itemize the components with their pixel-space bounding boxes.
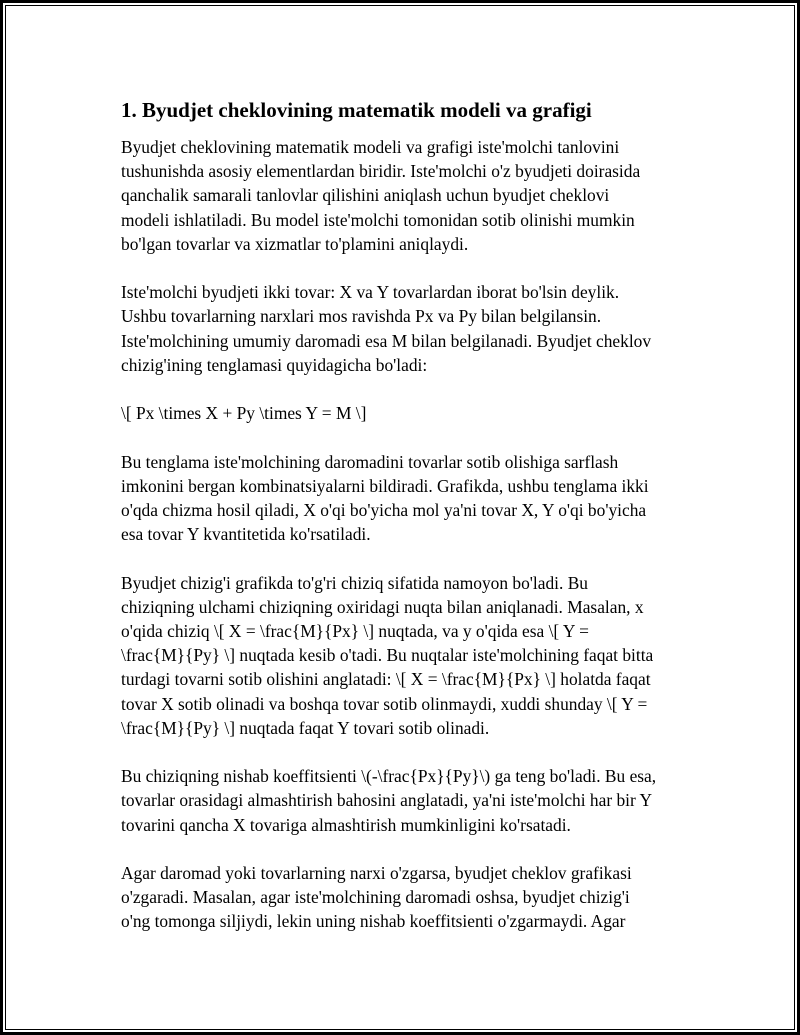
- paragraph-container: [121, 135, 691, 934]
- text-line: Bu tenglama iste'molchining daromadini tovarlar sotib olishiga sarflash: [121, 451, 619, 472]
- text-line: imkonini bergan kombinatsiyalarni bildiradi. Grafikda, ushbu tenglama ikki: [121, 475, 649, 496]
- text-line: o'zgaradi. Masalan, agar iste'molchining daromadi oshsa, byudjet chizig'i: [121, 887, 630, 908]
- text-line: \[ Px \times X + Py \times Y = M \]: [121, 403, 367, 424]
- paragraph: [121, 571, 691, 740]
- text-line: o'qda chizma hosil qiladi, X o'qi bo'yicha mol ya'ni tovar X, Y o'qi bo'yicha: [121, 500, 647, 520]
- text-line: chizig'ining tenglamasi quyidagicha bo'ladi:: [121, 354, 428, 375]
- document-body: [121, 97, 691, 958]
- text-line: esa tovar Y kvantitetida ko'rsatiladi.: [121, 524, 371, 545]
- text-line: Ushbu tovarlarning narxlari mos ravishda Px va Py bilan belgilansin.: [121, 306, 602, 327]
- text-line: chiziqning ulchami chiziqning oxiridagi nuqta bilan aniqlanadi. Masalan, x: [121, 596, 644, 617]
- text-line: o'ng tomonga siljiydi, lekin uning nishab koeffitsienti o'zgarmaydi. Agar: [121, 911, 626, 932]
- paragraph: [121, 764, 691, 837]
- text-line: tushunishda asosiy elementlardan biridir. Iste'molchi o'z byudjeti doirasida: [121, 161, 641, 182]
- text-line: o'qida chiziq \[ X = \frac{M}{Px} \] nuqtada, va y o'qida esa \[ Y =: [121, 621, 589, 641]
- text-line: turdagi tovarni sotib olishini anglatadi: \[ X = \frac{M}{Px} \] holatda faqat: [121, 669, 651, 690]
- paragraph: [121, 280, 691, 377]
- text-line: Byudjet chizig'i grafikda to'g'ri chiziq sifatida namoyon bo'ladi. Bu: [121, 572, 588, 593]
- document-title: 1. Byudjet cheklovining matematik modeli va grafigi: [121, 98, 592, 122]
- paragraph: [121, 401, 691, 425]
- text-line: Iste'molchining umumiy daromadi esa M bilan belgilanadi. Byudjet cheklov: [121, 330, 652, 351]
- text-line: \frac{M}{Py} \] nuqtada kesib o'tadi. Bu nuqtalar iste'molchining faqat bitta: [121, 645, 654, 666]
- text-line: tovar X sotib olinadi va boshqa tovar sotib olinmaydi, xuddi shunday \[ Y =: [121, 693, 648, 714]
- text-line: modeli ishlatiladi. Bu model iste'molchi tomonidan sotib olinishi mumkin: [121, 209, 635, 230]
- paragraph: [121, 135, 691, 256]
- text-line: Agar daromad yoki tovarlarning narxi o'zgarsa, byudjet cheklov grafikasi: [121, 863, 632, 883]
- text-line: Iste'molchi byudjeti ikki tovar: X va Y tovarlardan iborat bo'lsin deylik.: [121, 282, 620, 303]
- text-line: Bu chiziqning nishab koeffitsienti \(-\frac{Px}{Py}\) ga teng bo'ladi. Bu esa,: [121, 766, 657, 787]
- text-line: tovarini qancha X tovariga almashtirish mumkinligini ko'rsatadi.: [121, 814, 571, 835]
- text-line: qanchalik samarali tanlovlar qilishini aniqlash uchun byudjet cheklovi: [121, 185, 610, 206]
- text-line: Byudjet cheklovining matematik modeli va grafigi iste'molchi tanlovini: [121, 137, 620, 157]
- text-line: bo'lgan tovarlar va xizmatlar to'plamini aniqlaydi.: [121, 233, 469, 254]
- text-line: tovarlar orasidagi almashtirish bahosini anglatadi, ya'ni iste'molchi har bir Y: [121, 790, 653, 811]
- paragraph: [121, 861, 691, 934]
- paragraph: [121, 450, 691, 547]
- text-line: \frac{M}{Py} \] nuqtada faqat Y tovari sotib olinadi.: [121, 717, 490, 738]
